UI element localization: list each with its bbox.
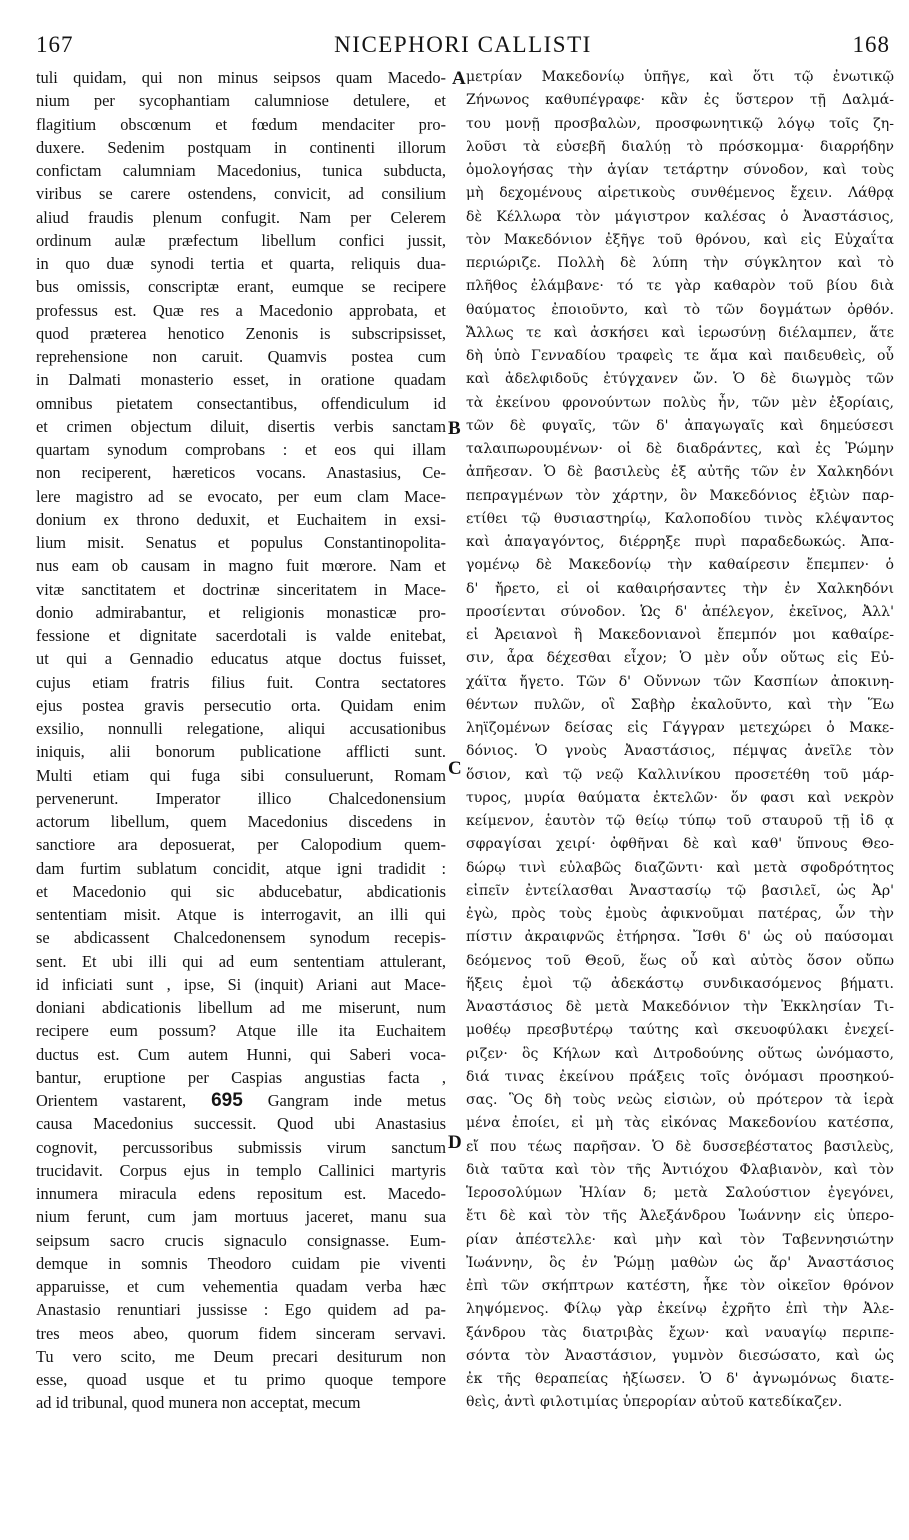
greek-text-line: ἐγὼ, πρὸς τοὺς ἐμοὺς ἀφικνοῦμαι πατέρας, ὧν τὴν [466, 906, 894, 922]
greek-text-line: Ἀναστάσιος δὲ μετὰ Μακεδόνιον τὴν Ἐκκλησίαν Τι- [466, 999, 894, 1015]
greek-text-line: διὰ ταῦτα καὶ τὸν τῆς Ἀντιόχου Φλαβιανὸν, καὶ τὸν [466, 1161, 894, 1178]
page-number-left: 167 [36, 32, 74, 57]
greek-text-line: ξάνδρου τὰς διατριβὰς ἔχων· καὶ ναυαγίῳ περιπε- [466, 1324, 894, 1341]
latin-text-line: ejus postea gravis persecutio orta. Quidam enim [36, 695, 446, 715]
greek-text-line: ὁμολογήσας τὴν ἁγίαν τετάρτην σύνοδον, καὶ τοὺς [466, 162, 894, 178]
greek-text-line: χάϊτα ἤγετο. Τῶν δ' Οὔννων τῶν Κασπίων ἀποκινη- [466, 673, 894, 690]
latin-text-line: Multi etiam qui fuga sibi consuluerunt, Romam [36, 765, 446, 785]
latin-text-line: ut qui a Gennadio educatus atque doctus fuisset, [36, 649, 446, 669]
latin-text-line: innumera miracula edens repositum est. Macedo- [36, 1184, 446, 1203]
latin-text-line: reprehensione non caruit. Quamvis postea cum [36, 347, 446, 366]
latin-text-line: confictam calumniam Macedonius, tunica subducta, [36, 161, 446, 180]
latin-text-line: aliud fraudis plenum confugit. Nam per Celerem [36, 207, 446, 227]
section-marker-d: D [448, 1132, 462, 1153]
greek-text-line: κείμενον, ἑαυτὸν τῷ θείῳ τύπῳ τοῦ σταυροῦ τῇ ἰδ ᾳ [466, 813, 894, 829]
latin-text-line: in quo duæ synodi tertia et quarta, reliquis dua- [36, 254, 446, 273]
greek-text-line: τυρος, μυρία θαύματα ἐκτελῶν· ὅν φασι καὶ νεκρὸν [466, 789, 894, 806]
latin-text-line: nus eam ob causam in magno fuit mœrore. Nam et [36, 556, 446, 576]
greek-text-line: πεπραγμένων τὸν χάρτην, ὃν Μακεδόνιος ἐξιὼν παρ- [466, 487, 894, 504]
greek-text-line: δὴ ὑπὸ Γενναδίου τραφεὶς τε ἅμα καὶ παιδευθεὶς, οὗ [466, 348, 894, 364]
greek-text-line: εἰ Ἀρειανοὶ ἢ Μακεδονιανοὶ ἔπεμπόν μοι καθαίρε- [466, 627, 894, 643]
greek-text-line: περιώριζε. Πολλὴ δὲ λύπη τὴν σύγκλητον καὶ τὸ [466, 255, 894, 271]
greek-text-line: Ἱεροσολύμων Ἠλίαν δ; μετὰ Σαλούστιον ἐγεγόνει, [466, 1185, 894, 1201]
latin-text-line: doniani abdicationis libellum ad me miserunt, num [36, 998, 446, 1017]
latin-text-line: sanctiore ara deposuerat, per Calopodium quem- [36, 835, 446, 855]
latin-text-line: quod præterea henotico Zenonis is subscripsisset, [36, 323, 446, 343]
greek-text-line: εἴ που τέως παρῆσαν. Ὁ δὲ δυσσεβέστατος βασιλεὺς, [466, 1138, 894, 1155]
latin-text-line: professus est. Quæ res a Macedonio approbata, et [36, 300, 446, 320]
latin-text-line: donio admirabantur, et religionis monasticæ pro- [36, 602, 446, 622]
latin-text-line: cujus etiam fratris filius fuit. Contra sectatores [36, 672, 446, 692]
greek-text-line: μὴ δεχομένους αἱρετικοὺς συνθέμενος ἔχειν. Λάθρᾳ [466, 185, 894, 202]
page-number-right: 168 [852, 32, 890, 57]
latin-text-line: duxere. Sedenim postquam in continenti illorum [36, 137, 446, 157]
latin-text-line: in Dalmati monasterio esset, in oratione quadam [36, 370, 446, 390]
latin-text-line: bantur, eruptione per Caspias angustias facta , [36, 1067, 446, 1087]
latin-text-line: pervenerunt. Imperator illico Chalcedonensium [36, 788, 446, 808]
greek-text-line: σφραγίσαι χειρί· ὀφθῆναι δὲ καὶ καθ' ὕπνους Θεο- [466, 836, 894, 853]
latin-text-line: tuli quidam, qui non minus seipsos quam Macedo- [36, 68, 446, 87]
latin-text-line: vitæ sanctitatem et doctrinæ sinceritatem in Mace- [36, 579, 446, 599]
greek-text-line: δ' ἤρετο, εἰ οἱ καθαιρήσαντες τὴν ἐν Χαλκηδόνι [466, 580, 894, 597]
latin-text-line: tres meos abeo, quorum fidem sinceram servavi. [36, 1323, 446, 1343]
latin-text-line: cognovit, percussoribus submissis virum sanctum [36, 1137, 446, 1157]
greek-text-line: ἐκ τῆς θεραπείας ἠξίωσεν. Ὁ δ' ἀγνωμόνως διατε- [466, 1371, 894, 1387]
greek-text-line: ταλαιπωρουμένων· οἱ δὲ διαδράντες, καὶ ἐς Ῥώμην [466, 441, 894, 457]
greek-text-line: δώρῳ τινὶ εὐλαβῶς διαζῶντι· καὶ μετὰ σφοδρότητος [466, 859, 894, 876]
greek-text-line: μένα ἐποίει, εἰ μὴ τὰς εἰκόνας Μακεδονίου κατέσπα, [466, 1115, 894, 1132]
latin-text-line: id inficiati sunt , ipse, Si (inquit) Ariani aut Mace- [36, 974, 446, 994]
latin-text-column [36, 66, 446, 1415]
latin-text-line: Orientem vastarent, 695 Gangram inde metus [36, 1090, 446, 1111]
greek-text-line: μετρίαν Μακεδονίῳ ὑπῆγε, καὶ ὅτι τῷ ἐνωτικῷ [466, 69, 894, 85]
latin-text-line: actorum libellum, quem Macedonius discedens in [36, 812, 446, 831]
latin-text-line: apparuisse, et cum vehementia quadam verba hæc [36, 1277, 446, 1296]
greek-text-line: τὰ ἐκείνου φρονούντων πολὺς ἦν, τῶν μὲν ἐξορίαις, [466, 394, 894, 411]
greek-text-line: δόνιος. Ὁ γνοὺς Ἀναστάσιος, πέμψας ἀνεῖλε τὸν [466, 743, 894, 760]
latin-text-line: donium ex throno deduxit, et Euchaitem in exsi- [36, 509, 446, 529]
latin-text-line: lium misit. Senatus et populus Constantinopolita- [36, 533, 446, 552]
latin-text-line: bus omissis, conscriptæ erant, eumque se recipere [36, 277, 446, 297]
latin-text-line: sent. Et ubi illi qui ad eum sententiam attulerant, [36, 951, 446, 971]
latin-text-line: nium per sycophantiam calumniose detulere, et [36, 91, 446, 111]
latin-text-line: omnibus pietatem consectantibus, offendiculum id [36, 393, 446, 413]
latin-text-line: viribus se carere ostendens, convicit, ad consilium [36, 184, 446, 204]
greek-text-line: ετίθει τῷ θυσιαστηρίῳ, Καλοποδίου τινὸς κλέψαντος [466, 510, 894, 527]
section-marker-b: B [448, 418, 461, 439]
greek-text-line: Ἰωάννην, ὃς ἐν Ῥώμῃ μαθὼν ὡς ἄρ' Ἀναστάσιος [466, 1254, 894, 1271]
greek-text-line: ἥξεις ἐμοὶ τῷ ἀδεκάστῳ συνδικασόμενος βήματι. [466, 975, 894, 992]
greek-text-line: Ἄλλως τε καὶ ἀσκήσει καὶ ἱερωσύνῃ διέλαμπεν, ἅτε [466, 324, 894, 341]
section-marker-c: C [448, 758, 462, 779]
page-header [32, 32, 894, 66]
latin-text-line: lere magistro ad se evocato, per eum clam Mace- [36, 486, 446, 506]
greek-text-line: δεόμενος τοῦ Θεοῦ, ἕως οὗ καὶ αὐτὸς ὅσον οὔπω [466, 952, 894, 969]
greek-text-line: τῶν δὲ φυγαῖς, τῶν δ' ἀπαγωγαῖς καὶ δημεύσεσι [466, 417, 894, 434]
latin-text-line: ad id tribunal, quod munera non acceptat, mecum [36, 1393, 361, 1413]
latin-text-line: trucidavit. Corpus ejus in templo Callinici martyris [36, 1160, 446, 1180]
latin-text-line: dam furtim sublatum concidit, atque igni tradidit : [36, 858, 446, 878]
greek-text-line: τὸν Μακεδόνιον ἐξῆγε τοῦ θρόνου, καὶ εἰς Εὐχαΐτα [466, 231, 894, 248]
latin-text-line: Tu vero scito, me Deum precari desiturum non [36, 1346, 446, 1366]
latin-text-line: iniquis, alii bonorum publicatione afflicti sunt. [36, 742, 446, 762]
latin-text-line: esse, quoad usque et tu primo quoque tempore [36, 1370, 446, 1389]
latin-text-line: quartam synodum comprobans : et eos qui illam [36, 440, 446, 459]
greek-text-line: προσίενται σύνοδον. Ὡς δ' ἀπέλεγον, ἐκεῖνος, Ἀλλ' [466, 603, 894, 620]
greek-text-line: εἰπεῖν ἐντείλασθαι Ἀναστασίῳ τῷ βασιλεῖ, ὡς Ἀρ' [466, 882, 894, 899]
latin-text-line: causa Macedonius successit. Quod ubi Anastasius [36, 1114, 446, 1134]
greek-text-line: σιν, ἆρα δέχεσθαι εἶχον; Ὁ μὲν οὖν οὕτως εἰς Εὐ- [466, 650, 894, 667]
greek-text-line: σόντα τὸν Ἀναστάσιον, γυμνὸν διεσώσατο, καὶ ὡς [466, 1347, 894, 1364]
latin-text-line: Anastasio renuntiari jussisse : Ego quidem ad pa- [36, 1300, 446, 1320]
greek-text-line: ριζεν· ὃς Κήλων καὶ Διτροδούνης οὕτως ὠνόμαστο, [466, 1045, 894, 1062]
greek-text-line: πίστιν ἀκραιφνῶς ἐτήρησα. Ἴσθι δ' ὡς οὐ παύσομαι [466, 929, 894, 946]
greek-text-line: ρίαν ἀπέστελλε· καὶ μὴν καὶ τὸν Ταβεννησιώτην [466, 1231, 894, 1248]
latin-text-line: se abdicassent Chalcedonensem synodum recepis- [36, 928, 446, 948]
latin-text-line: et crimen objectum diluit, disertis verbis sanctam [36, 416, 446, 436]
latin-text-line: ordinum aulæ præfectum libellum confici jussit, [36, 230, 446, 250]
greek-text-line: καὶ ἀδελφιδοῦς ἐτύγχανεν ὤν. Ὁ δὲ διωγμὸς τῶν [466, 371, 894, 388]
greek-text-line: λοῦσι τὰ εὐσεβῆ διαλύῃ τὸ πρόσκομμα· διαρρήδην [466, 138, 894, 155]
greek-text-line: καὶ ἀπαγαγόντος, διέρρηξε πυρὶ παραδεδωκώς. Ἀπα- [466, 534, 894, 550]
greek-text-line: σας. Ὃς δὴ τοὺς νεὼς εἰσιὼν, οὐ πρότερον τὰ ἱερὰ [466, 1092, 894, 1108]
running-title: NICEPHORI CALLISTI [334, 32, 592, 57]
greek-text-line: θέντων πυλῶν, οἳ Σαβὴρ ἐκαλοῦντο, καὶ τὴν Ἕω [466, 696, 894, 713]
greek-text-line: γομένῳ δὲ Μακεδονίῳ τὴν καθαίρεσιν ἔπεμπεν· ὁ [466, 557, 894, 574]
greek-text-line: ἐπὶ τῶν σκήπτρων κατέστη, ἧκε τὸν οἰκεῖον θρόνον [466, 1278, 894, 1294]
greek-text-line: πλῆθος ἐλάμβανε· τό τε γὰρ καθαρὸν τοῦ βίου διὰ [466, 278, 894, 295]
latin-text-line: fessione et dignitate sacerdotali is valde enitebat, [36, 626, 446, 645]
greek-text-line: θεὶς, ἀντὶ φιλοτιμίας ὑπερορίαν αὐτοῦ κατεδίκαζεν. [466, 1394, 843, 1411]
latin-text-line: sententiam misit. Atque is interrogavit, an illi qui [36, 905, 446, 924]
greek-text-line: διά τινας ἐκείνου πράξεις τοῖς ὀνόμασι προσηκού- [466, 1068, 894, 1085]
editor-page-marker: 695 [211, 1090, 243, 1111]
latin-text-line: seipsum sacro crucis signaculo consignasse. Eum- [36, 1230, 446, 1250]
latin-text-line: demque in somnis Theodoro cuidam pie viventi [36, 1253, 446, 1273]
latin-text-line: flagitium obscœnum et fœdum mendaciter pro- [36, 114, 446, 134]
greek-text-line: ἀπῆεσαν. Ὁ δὲ βασιλεὺς ἐξ αὐτῆς τῶν ἐν Χαλκηδόνι [466, 464, 894, 481]
latin-text-line: non reciperent, hæreticos vocans. Anastasius, Ce- [36, 463, 446, 483]
latin-text-line: et Macedonio qui sic abducebatur, abdicationis [36, 881, 446, 901]
greek-text-line: Ζήνωνος καθυπέγραφε· κἂν ἐς ὕστερον τῇ Δαλμά- [466, 92, 894, 109]
latin-text-line: recipere eum possum? Atque ille ita Euchaitem [36, 1021, 446, 1041]
greek-text-line: του μονῇ προσβαλὼν, προσφωνητικῷ λόγῳ τοῖς ζη- [466, 115, 894, 132]
greek-text-line: δὲ Κέλλωρα τὸν μάγιστρον καλέσας ὁ Ἀναστάσιος, [466, 208, 894, 225]
greek-text-line: ὅσιον, καὶ τῷ νεῷ Καλλινίκου προσετέθη τοῦ μάρ- [466, 766, 894, 783]
greek-text-line: θαύματος ἐποιοῦντο, καὶ τὸ τῶν δογμάτων ὀρθόν. [466, 301, 894, 318]
greek-text-line: ἔτι δὲ καὶ τὸν τῆς Ἀλεξάνδρου Ἰωάννην εἰς ὑπερο- [466, 1208, 894, 1225]
greek-text-column [466, 66, 894, 1415]
greek-text-line: ληψόμενος. Φίλῳ γὰρ ἐκείνῳ ἐχρῆτο ἐπὶ τὴν Ἀλε- [466, 1301, 894, 1318]
greek-text-line: μοθέῳ πρεσβυτέρῳ ταύτης καὶ σκευοφύλακι ἐνεχεί- [466, 1022, 894, 1039]
latin-text-line: exsilio, nonnulli relegatione, aliqui accusationibus [36, 719, 446, 738]
latin-text-line: nium ferunt, cum jam mortuus jaceret, manu sua [36, 1207, 446, 1227]
latin-text-line: ductus est. Cum autem Hunni, qui Saberi voca- [36, 1044, 446, 1064]
section-marker-a: A [452, 68, 466, 89]
greek-text-line: ληϊζομένων δείσας εἰς Γάγγραν μετεχώρει ὁ Μακε- [466, 720, 894, 736]
